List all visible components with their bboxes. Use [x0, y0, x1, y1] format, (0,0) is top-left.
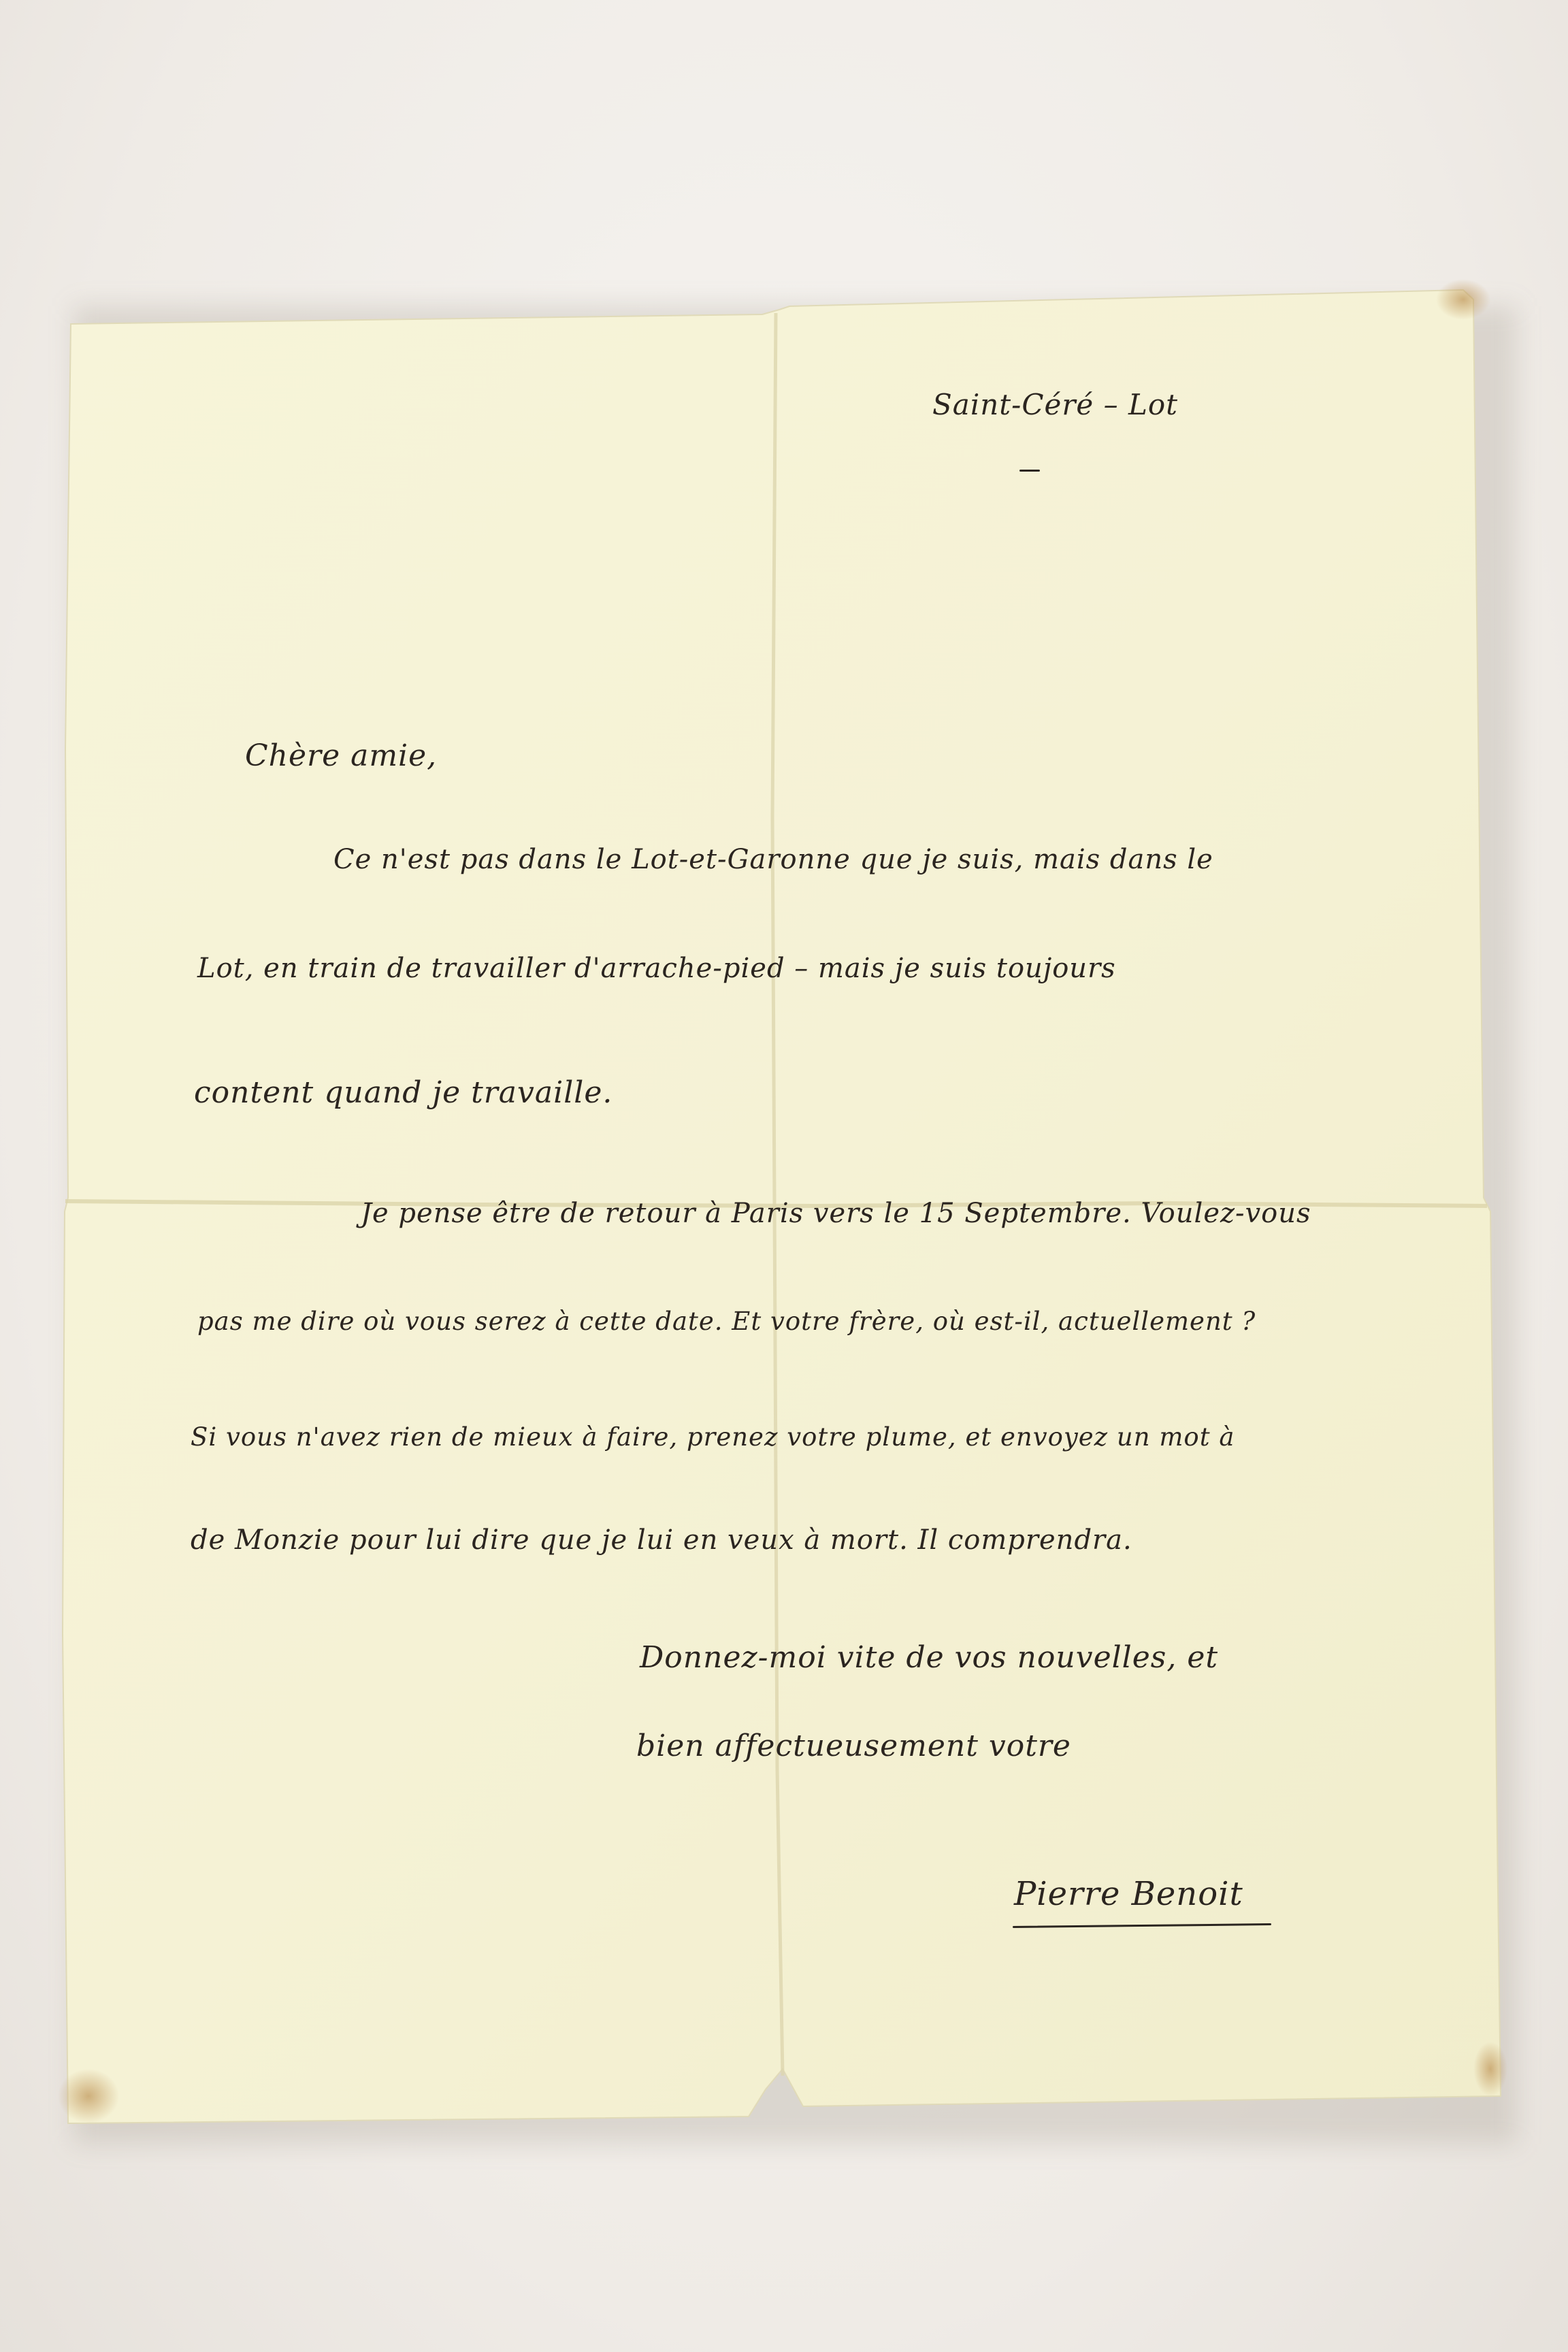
stain-top-right [1436, 279, 1490, 320]
paragraph1-line2: Lot, en train de travailler d'arrache-pied – mais je suis toujours [197, 953, 1116, 984]
paragraph1-line1: Ce n'est pas dans le Lot-et-Garonne que je suis, mais dans le [333, 844, 1213, 875]
paragraph2-line1: Je pense être de retour à Paris vers le 15 Septembre. Voulez-vous [361, 1198, 1311, 1229]
stain-bottom-right [1473, 2042, 1507, 2096]
stain-bottom-left [58, 2069, 119, 2123]
closing-line1: Donnez-moi vite de vos nouvelles, et [640, 1640, 1219, 1675]
letter-salutation: Chère amie, [245, 738, 438, 773]
letter-place: Saint-Céré – Lot [932, 388, 1179, 421]
paragraph2-line4: de Monzie pour lui dire que je lui en veux à mort. Il comprendra. [191, 1524, 1132, 1556]
paragraph2-line3: Si vous n'avez rien de mieux à faire, prenez votre plume, et envoyez un mot à [191, 1422, 1235, 1452]
closing-line2: bien affectueusement votre [636, 1729, 1071, 1763]
place-dash [1019, 470, 1040, 472]
paragraph2-line2: pas me dire où vous serez à cette date. Et votre frère, où est-il, actuellement ? [197, 1307, 1256, 1336]
paragraph1-line3: content quand je travaille. [194, 1075, 613, 1110]
signature: Pierre Benoit [1014, 1875, 1243, 1913]
